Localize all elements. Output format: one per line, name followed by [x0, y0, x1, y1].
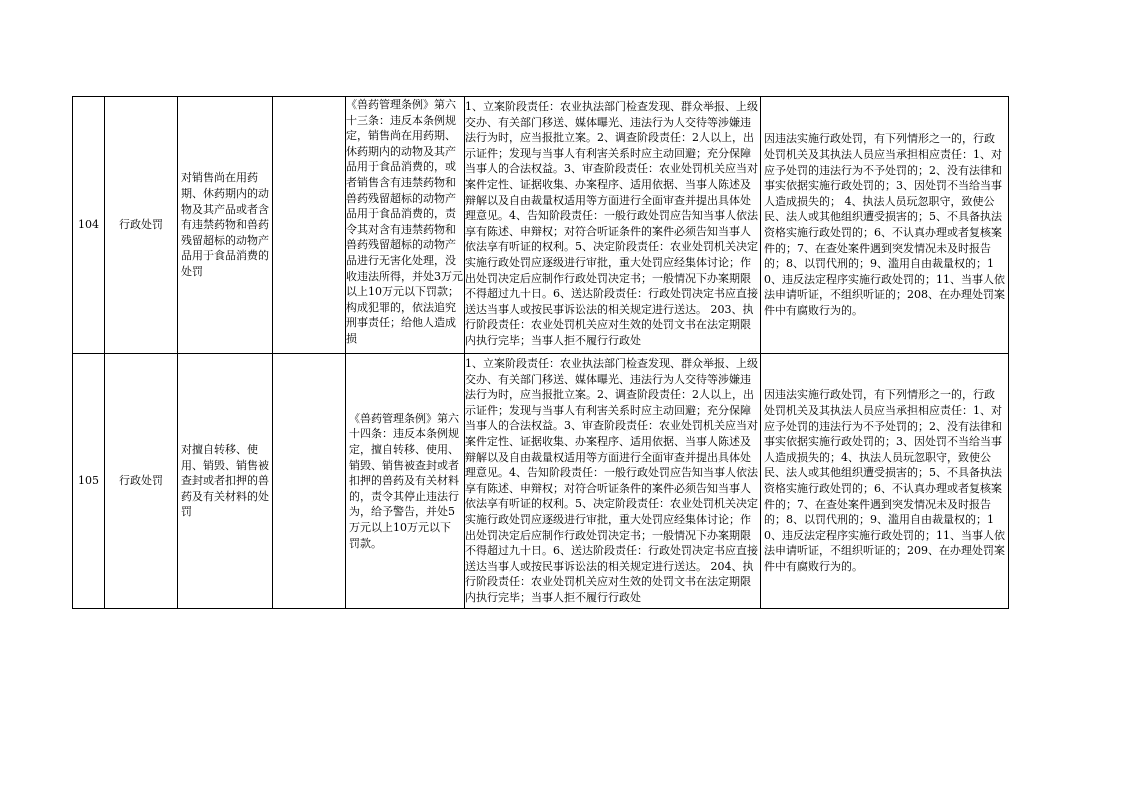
row-number: 104 — [78, 218, 99, 232]
item-name: 对擅自转移、使用、销毁、销售被查封或者扣押的兽药及有关材料的处罚 — [181, 443, 269, 519]
row-number-cell — [73, 354, 105, 609]
sub-item-cell — [273, 354, 346, 609]
power-category: 行政处罚 — [119, 218, 163, 232]
responsibility-text: 1、立案阶段责任：农业执法部门检查发现、群众举报、上级交办、有关部门移送、媒体曝光、违法行为人交待等涉嫌违法行为时，应当报批立案。2、调查阶段责任：2人以上，出示证件；发现与当事人有利害关系时应主动回避；充分保障当事人的合法权益。3、审查阶段责任：农业处罚机关应当对案件定性、证据收集、办案程序、适用依据、当事人陈述及辩解以及自由裁量权适用等方面进行全面审查并提出具体处理意见。4、告知阶段责任：一般行政处罚应告知当事人依法享有陈述、申辩权；对符合听证条件的案件必须告知当事人依法享有听证的权利。5、决定阶段责任：农业处罚机关决定实施行政处罚应逐级进行审批，重大处罚应经集体讨论；作出处罚决定后应制作行政处罚决定书；一般情况下办案期限不得超过九十日。6、送达阶段责任：行政处罚决定书应直接送达当事人或按民事诉讼法的相关规定进行送达。 204、执行阶段责任：农业处罚机关应对生效的处罚文书在法定期限内执行完毕；当事人拒不履行行政处 — [465, 357, 758, 604]
accountability-text: 因违法实施行政处罚，有下列情形之一的，行政处罚机关及其执法人员应当承担相应责任：1、对应予处罚的违法行为不予处罚的；2、没有法律和事实依据实施行政处罚的；3、因处罚不当给当事人造成损失的；4、执法人员玩忽职守，致使公民、法人或其他组织遭受损害的；5、不具备执法资格实施行政处罚的；6、不认真办理或者复核案件的；7、在查处案件遇到突发情况未及时报告的；8、以罚代刑的；9、滥用自由裁量权的；10、违反法定程序实施行政处罚的；11、当事人依法申请听证，不组织听证的；209、在办理处罚案件中有腐败行为的。 — [764, 388, 1005, 573]
category-cell — [105, 354, 178, 609]
table-row — [73, 354, 1009, 609]
power-list-table — [72, 96, 1009, 609]
accountability-text: 因违法实施行政处罚，有下列情形之一的，行政处罚机关及其执法人员应当承担相应责任：1、对应予处罚的违法行为不予处罚的；2、没有法律和事实依据实施行政处罚的；3、因处罚不当给当事人造成损失的； 4、执法人员玩忽职守，致使公民、法人或其他组织遭受损害的；5、不具备执法资格实施行政处罚的；6、不认真办理或者复核案件的；7、在查处案件遇到突发情况未及时报告的；8、以罚代刑的；9、滥用自由裁量权的；10、违反法定程序实施行政处罚的；11、当事人依法申请听证，不组织听证的；208、在办理处罚案件中有腐败行为的。 — [764, 132, 1005, 317]
row-number-cell — [73, 97, 105, 354]
item-name: 对销售尚在用药期、休药期内的动物及其产品或者含有违禁药物和兽药残留超标的动物产品用于食品消费的处罚 — [181, 171, 269, 278]
accountability-cell — [761, 97, 1009, 354]
legal-basis: 《兽药管理条例》第六十三条：违反本条例规定，销售尚在用药期、休药期内的动物及其产品用于食品消费的，或者销售含有违禁药物和兽药残留超标的动物产品用于食品消费的，责令其对含有违禁药物和兽药残留超标的动物产品进行无害化处理，没收违法所得，并处3万元以上10万元以下罚款；构成犯罪的，依法追究刑事责任；给他人造成损 — [346, 98, 463, 345]
responsibility-cell — [465, 97, 761, 354]
responsibility-text: 1、立案阶段责任：农业执法部门检查发现、群众举报、上级交办、有关部门移送、媒体曝光、违法行为人交待等涉嫌违法行为时，应当报批立案。2、调查阶段责任：2人以上，出示证件；发现与当事人有利害关系时应主动回避；充分保障当事人的合法权益。3、审查阶段责任：农业处罚机关应当对案件定性、证据收集、办案程序、适用依据、当事人陈述及辩解以及自由裁量权适用等方面进行全面审查并提出具体处理意见。4、告知阶段责任：一般行政处罚应告知当事人依法享有陈述、申辩权；对符合听证条件的案件必须告知当事人依法享有听证的权利。5、决定阶段责任：农业处罚机关决定实施行政处罚应逐级进行审批，重大处罚应经集体讨论；作出处罚决定后应制作行政处罚决定书；一般情况下办案期限不得超过九十日。6、送达阶段责任：行政处罚决定书应直接送达当事人或按民事诉讼法的相关规定进行送达。 203、执行阶段责任：农业处罚机关应对生效的处罚文书在法定期限内执行完毕；当事人拒不履行行政处 — [465, 100, 758, 347]
category-cell — [105, 97, 178, 354]
legal-basis-cell — [346, 354, 465, 609]
responsibility-cell — [465, 354, 761, 609]
power-category: 行政处罚 — [119, 474, 163, 488]
table-row — [73, 97, 1009, 354]
item-name-cell — [178, 354, 273, 609]
item-name-cell — [178, 97, 273, 354]
legal-basis-cell — [346, 97, 465, 354]
row-number: 105 — [78, 474, 99, 488]
legal-basis: 《兽药管理条例》第六十四条：违反本条例规定，擅自转移、使用、销毁、销售被查封或者扣押的兽药及有关材料的，责令其停止违法行为，给予警告，并处5万元以上10万元以下罚款。 — [349, 411, 459, 550]
sub-item-cell — [273, 97, 346, 354]
accountability-cell — [761, 354, 1009, 609]
